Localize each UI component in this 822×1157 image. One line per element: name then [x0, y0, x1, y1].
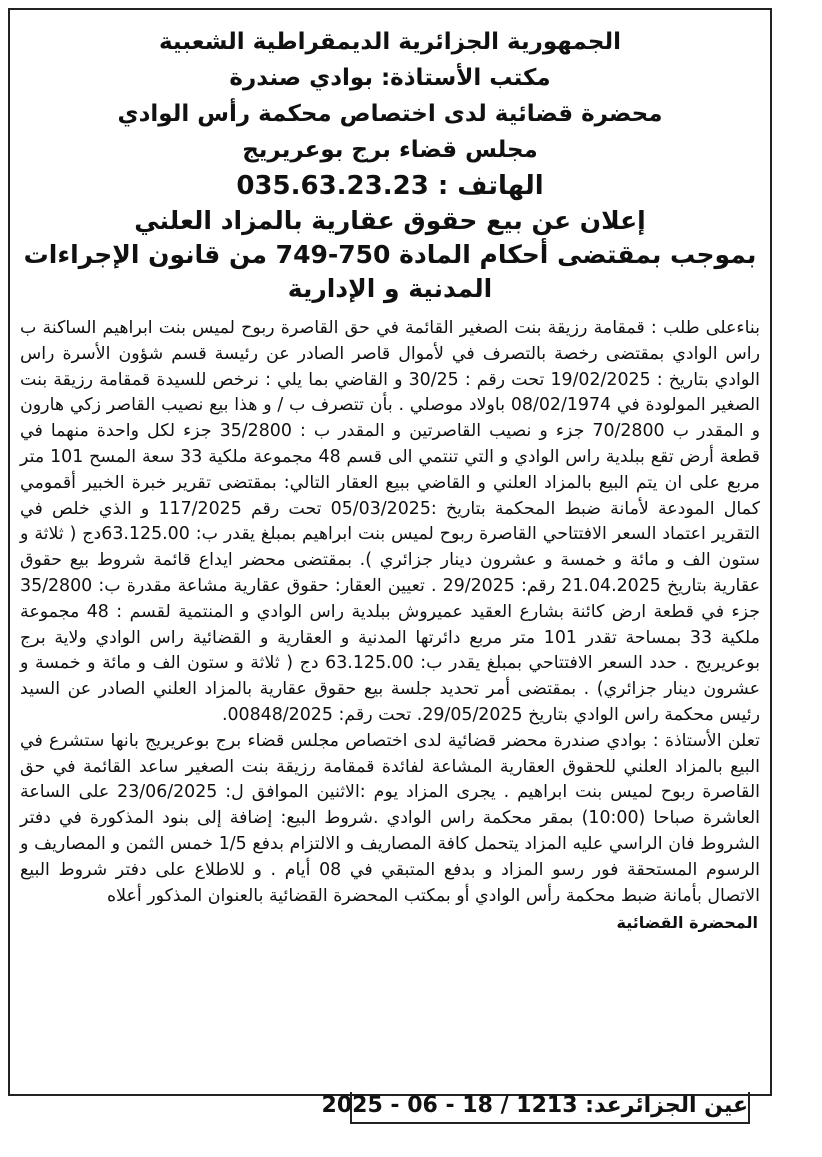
office-heading: مكتب الأستاذة: بوادي صندرة — [229, 65, 551, 91]
role-heading: محضرة قضائية لدى اختصاص محكمة رأس الوادي — [117, 101, 663, 127]
notice-frame — [8, 8, 772, 1096]
republic-heading: الجمهورية الجزائرية الديمقراطية الشعبية — [158, 29, 622, 55]
notice-title-line3: المدنية و الإدارية — [287, 274, 493, 303]
notice-title-line2: بموجب بمقتضى أحكام المادة 750-749 من قانون الإجراءات — [23, 240, 757, 269]
notice-body — [10, 308, 770, 909]
council-heading: مجلس قضاء برج بوعريريج — [242, 137, 538, 163]
notice-title-line1: إعلان عن بيع حقوق عقارية بالمزاد العلني — [134, 206, 646, 235]
body-paragraph-1: بناءعلى طلب : قمقامة رزيقة بنت الصغير القائمة في حق القاصرة ربوح لميس بنت ابراهيم الساكنة ب راس الوادي بمقتضى رخصة بالتصرف في لأموال قاصر الصادر عن رئيسة قسم شؤون الأسرة راس الوادي بتاريخ : 19/02/2025 تحت رقم : 30/25 و القاضي بما يلي : نرخص للسيدة قمقامة رزيقة بنت الصغير المولودة في 08/02/1974 باولاد موصلي . بأن تتصرف ب / و هذا بيع نصيب القاصر زكي هارون و المقدر ب 70/2800 جزء و نصيب القاصرتين و المقدر ب : 35/2800 جزء لكل واحدة منهما في قطعة أرض تقع ببلدية راس الوادي و التي تنتمي الى قسم 48 مجموعة ملكية 33 سعة المسح 101 متر مربع على ان يتم البيع بالمزاد العلني و القاضي ببيع العقار التالي: بمقتضى تقرير خبرة الخبير أقمومي كمال المودعة لأمانة ضبط المحكمة بتاريخ :05/03/2025 تحت رقم 117/2025 و الذي خلص في التقرير اعتماد السعر الافتتاحي القاصرة ربوح لميس بنت ابراهيم بمبلغ يقدر ب: 63.125.00دج ( ثلاثة و ستون الف و مائة و خمسة و عشرون دينار جزائري ). بمقتضى محضر ايداع قائمة شروط بيع حقوق عقارية بتاريخ 21.04.2025 رقم: 29/2025 . تعيين العقار: حقوق عقارية مشاعة مقدرة ب: 35/2800 جزء في قطعة ارض كائنة بشارع العقيد عميروش ببلدية راس الوادي و المنتمية لقسم : 48 مجموعة ملكية 33 بمساحة تقدر 101 متر مربع دائرتها المدنية و العقارية و القضائية راس الوادي ولاية برج بوعريريج . حدد السعر الافتتاحي بمبلغ يقدر ب: 63.125.00 دج ( ثلاثة و ستون الف و مائة و خمسة و عشرون دينار جزائري) . بمقتضى أمر تحديد جلسة بيع حقوق عقارية بالمزاد العلني الصادر عن السيد رئيس محكمة راس الوادي بتاريخ 29/05/2025. تحت رقم: 00848/2025. — [20, 318, 760, 725]
publication-reference: عين الجزائرعد: 1213 / 18 - 06 - 2025 — [350, 1092, 750, 1124]
body-paragraph-2: تعلن الأستاذة : بوادي صندرة محضر قضائية لدى اختصاص مجلس قضاء برج بوعريريج بانها ستشرع في البيع بالمزاد العلني للحقوق العقارية المشاعة لفائدة قمقامة رزيقة بنت الصغير ساعد القائمة في حق القاصرة ربوح لميس بنت ابراهيم . يجرى المزاد يوم :الاثنين الموافق ل: 23/06/2025 على الساعة العاشرة صباحا (10:00) بمقر محكمة راس الوادي .شروط البيع: إضافة إلى بنود المذكورة في دفتر الشروط فان الراسي عليه المزاد يتحمل كافة المصاريف و الالتزام بدفع 1/5 خمس الثمن و المصاريف و الرسوم المستحقة فور رسو المزاد و بدفع المتبقي في 08 أيام . و للاطلاع على دفتر شروط البيع الاتصال بأمانة ضبط محكمة رأس الوادي أو بمكتب المحضرة القضائية بالعنوان المذكور أعلاه — [20, 730, 760, 906]
notice-header — [10, 10, 770, 306]
phone-heading: الهاتف : 035.63.23.23 — [236, 171, 544, 201]
signature: المحضرة القضائية — [616, 913, 758, 933]
